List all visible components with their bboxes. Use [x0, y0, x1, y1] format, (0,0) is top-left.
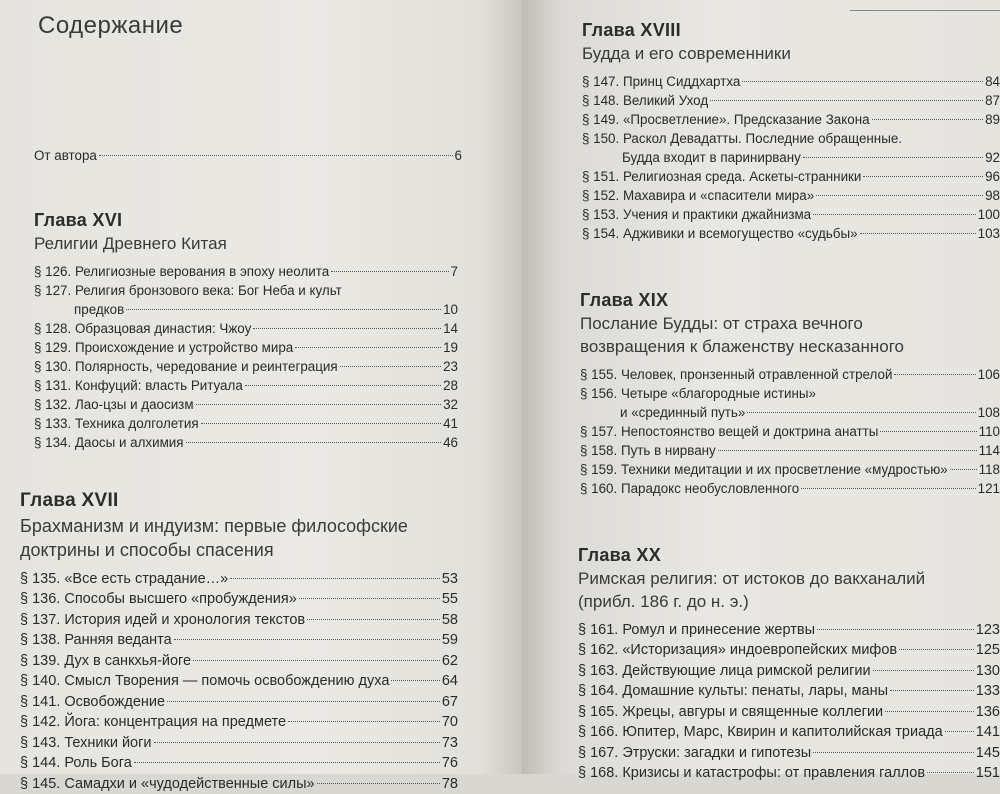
toc-entry[interactable]	[20, 630, 458, 651]
chapter-heading: Глава XX	[578, 545, 662, 565]
entry-label: § 148. Великий Уход	[582, 92, 709, 108]
entry-label: § 136. Способы высшего «пробуждения»	[20, 591, 297, 608]
entry-label: § 166. Юпитер, Марс, Квирин и капитолийская триада	[578, 724, 943, 741]
leader-dots	[126, 309, 441, 310]
toc-entry[interactable]	[20, 671, 458, 692]
entry-label: § 155. Человек, пронзенный отравленной стрелой	[580, 366, 893, 382]
entry-page: 130	[975, 662, 1000, 679]
entry-page: 73	[441, 734, 458, 751]
leader-dots	[288, 721, 440, 722]
toc-entry[interactable]	[582, 129, 1000, 148]
leader-dots	[863, 176, 983, 177]
toc-entry[interactable]	[20, 774, 458, 794]
toc-entry[interactable]	[580, 422, 1000, 441]
entry-label: § 149. «Просветление». Предсказание Закона	[582, 111, 870, 127]
leader-dots	[154, 742, 440, 743]
entry-label: § 130. Полярность, чередование и реинтеграция	[34, 358, 338, 374]
entry-page: 10	[443, 301, 458, 317]
toc-entry[interactable]	[34, 300, 458, 319]
top-rule	[850, 10, 1000, 11]
chapter-17-entries	[20, 569, 458, 794]
entry-label: § 154. Адживики и всемогущество «судьбы»	[582, 225, 858, 241]
entry-label: Будда входит в паринирвану	[622, 149, 801, 165]
entry-label: § 137. История идей и хронология текстов	[20, 611, 306, 628]
entry-label: § 139. Дух в санкхья-йоге	[20, 652, 192, 669]
leader-dots	[880, 431, 976, 432]
entry-page: 7	[450, 263, 458, 279]
toc-entry[interactable]	[582, 224, 1000, 243]
entry-page: 141	[975, 724, 1000, 741]
entry-label: § 131. Конфуций: власть Ритуала	[34, 377, 243, 393]
chapter-heading: Глава XIX	[580, 290, 669, 310]
leader-dots	[134, 762, 440, 763]
leader-dots	[331, 271, 448, 272]
entry-page: 70	[441, 714, 458, 731]
entry-label: § 145. Самадхи и «чудодейственные силы»	[20, 775, 315, 792]
leader-dots	[167, 701, 440, 702]
toc-entry[interactable]	[582, 72, 1000, 91]
leader-dots	[317, 783, 440, 784]
chapter-19-section	[580, 290, 1000, 498]
entry-label: § 157. Непостоянство вещей и доктрина анатты	[580, 423, 879, 439]
right-page	[522, 0, 1000, 782]
leader-dots	[817, 629, 974, 630]
chapter-subtitle: Брахманизм и индуизм: первые философские доктрины и способы спасения	[20, 516, 408, 561]
toc-entry[interactable]	[580, 384, 1000, 403]
entry-page: 145	[975, 744, 1000, 761]
toc-entry[interactable]	[580, 441, 1000, 460]
chapter-heading: Глава XVII	[20, 490, 119, 511]
leader-dots	[945, 731, 974, 732]
toc-entry[interactable]	[34, 433, 458, 452]
entry-label: § 140. Смысл Творения — помочь освобождению духа	[20, 673, 390, 690]
leader-dots	[801, 488, 975, 489]
toc-entry[interactable]	[34, 357, 458, 376]
entry-page: 110	[978, 423, 1000, 439]
toc-entry[interactable]	[34, 376, 458, 395]
leader-dots	[299, 598, 440, 599]
leader-dots	[230, 578, 440, 579]
entry-page: 100	[977, 206, 1000, 222]
entry-label: § 156. Четыре «благородные истины»	[580, 385, 816, 401]
leader-dots	[860, 233, 976, 234]
toc-entry[interactable]	[580, 403, 1000, 422]
entry-label: § 142. Йога: концентрация на предмете	[20, 714, 287, 731]
leader-dots	[803, 157, 983, 158]
entry-label: § 161. Ромул и принесение жертвы	[578, 621, 815, 638]
toc-entry[interactable]	[580, 460, 1000, 479]
toc-entry[interactable]	[20, 753, 458, 774]
toc-entry[interactable]	[20, 733, 458, 754]
entry-label: § 151. Религиозная среда. Аскеты-странники	[582, 168, 862, 184]
entry-label: § 153. Учения и практики джайнизма	[582, 206, 812, 222]
entry-label: § 138. Ранняя веданта	[20, 632, 172, 649]
leader-dots	[245, 385, 441, 386]
leader-dots	[890, 690, 974, 691]
leader-dots	[99, 155, 453, 156]
entry-page: 89	[985, 111, 1000, 127]
chapter-16-section	[34, 210, 458, 452]
entry-label: § 141. Освобождение	[20, 693, 166, 710]
leader-dots	[885, 711, 974, 712]
toc-entry[interactable]	[578, 722, 1000, 743]
toc-entry[interactable]	[34, 319, 458, 338]
chapter-20-section	[578, 545, 1000, 784]
entry-page: 98	[985, 187, 1000, 203]
chapter-subtitle: Будда и его современники	[582, 44, 791, 63]
toc-entry[interactable]	[34, 262, 458, 281]
leader-dots	[253, 328, 441, 329]
entry-page: 55	[441, 591, 458, 608]
leader-dots	[927, 772, 974, 773]
toc-entry[interactable]	[20, 712, 458, 733]
toc-entry[interactable]	[582, 167, 1000, 186]
entry-page: 46	[443, 434, 458, 450]
chapter-16-entries	[34, 262, 458, 452]
entry-page: 32	[443, 396, 458, 412]
entry-label: предков	[74, 301, 125, 317]
entry-label: § 167. Этруски: загадки и гипотезы	[578, 744, 812, 761]
entry-page: 14	[443, 320, 458, 336]
entry-page: 59	[441, 632, 458, 649]
entry-label: § 129. Происхождение и устройство мира	[34, 339, 294, 355]
toc-entry-intro[interactable]	[34, 146, 462, 165]
entry-page: 76	[441, 755, 458, 772]
toc-entry[interactable]	[578, 661, 1000, 682]
toc-entry[interactable]	[578, 743, 1000, 764]
leader-dots	[816, 195, 983, 196]
entry-page: 92	[985, 149, 1000, 165]
entry-page: 114	[978, 442, 1000, 458]
entry-label: § 126. Религиозные верования в эпоху неолита	[34, 263, 330, 279]
leader-dots	[295, 347, 441, 348]
chapter-heading: Глава XVIII	[582, 20, 681, 40]
entry-page: 108	[977, 404, 1000, 420]
chapter-19-entries	[580, 365, 1000, 498]
toc-entry[interactable]	[578, 763, 1000, 784]
leader-dots	[196, 404, 442, 405]
entry-label: § 163. Действующие лица римской религии	[578, 662, 871, 679]
entry-page: 103	[977, 225, 1000, 241]
entry-page: 151	[975, 765, 1000, 782]
leader-dots	[186, 442, 442, 443]
chapter-subtitle: Послание Будды: от страха вечного возвращения к блаженству несказанного	[580, 314, 904, 356]
entry-label: § 150. Раскол Девадатты. Последние обращенные.	[582, 130, 902, 146]
entry-page: 136	[975, 703, 1000, 720]
entry-page: 118	[978, 461, 1000, 477]
toc-entry[interactable]	[578, 640, 1000, 661]
toc-entry[interactable]	[580, 365, 1000, 384]
entry-label: § 132. Лао-цзы и даосизм	[34, 396, 194, 412]
entry-page: 78	[441, 775, 458, 792]
entry-label: § 165. Жрецы, авгуры и священные коллегии	[578, 703, 884, 720]
leader-dots	[718, 450, 977, 451]
entry-label: § 135. «Все есть страдание…»	[20, 570, 229, 587]
toc-entry[interactable]	[20, 569, 458, 590]
entry-page: 133	[975, 683, 1000, 700]
leader-dots	[742, 81, 983, 82]
leader-dots	[710, 100, 983, 101]
entry-page: 84	[985, 73, 1000, 89]
entry-label: § 143. Техники йоги	[20, 734, 152, 751]
entry-label: § 128. Образцовая династия: Чжоу	[34, 320, 252, 336]
leader-dots	[813, 214, 976, 215]
chapter-heading: Глава XVI	[34, 210, 123, 230]
toc-title: Содержание	[38, 12, 184, 39]
entry-page: 67	[441, 693, 458, 710]
entry-label: и «срединный путь»	[620, 404, 746, 420]
entry-label: § 158. Путь в нирвану	[580, 442, 716, 458]
entry-page: 121	[977, 480, 1000, 496]
chapter-18-entries	[582, 72, 1000, 243]
entry-label: § 134. Даосы и алхимия	[34, 434, 184, 450]
entry-page: 41	[443, 415, 458, 431]
entry-label: § 133. Техника долголетия	[34, 415, 199, 431]
chapter-17-section	[20, 490, 458, 794]
toc-entry[interactable]	[578, 681, 1000, 702]
leader-dots	[950, 469, 977, 470]
entry-page: 106	[977, 366, 1000, 382]
entry-page: 62	[441, 652, 458, 669]
entry-label: § 168. Кризисы и катастрофы: от правления галлов	[578, 765, 926, 782]
chapter-subtitle: Римская религия: от истоков до вакханалий (прибл. 186 г. до н. э.)	[578, 569, 926, 611]
leader-dots	[201, 423, 441, 424]
toc-entry[interactable]	[582, 205, 1000, 224]
toc-entry[interactable]	[582, 91, 1000, 110]
entry-page: 19	[443, 339, 458, 355]
toc-entry[interactable]	[578, 702, 1000, 723]
chapter-20-entries	[578, 620, 1000, 784]
entry-label: § 160. Парадокс необусловленного	[580, 480, 800, 496]
entry-label: § 162. «Историзация» индоевропейских мифов	[578, 642, 898, 659]
entry-page: 23	[443, 358, 458, 374]
entry-page: 96	[985, 168, 1000, 184]
entry-page: 87	[985, 92, 1000, 108]
leader-dots	[873, 670, 974, 671]
toc-entry[interactable]	[582, 110, 1000, 129]
entry-label: § 152. Махавира и «спасители мира»	[582, 187, 815, 203]
entry-page: 58	[441, 611, 458, 628]
toc-entry[interactable]	[20, 610, 458, 631]
leader-dots	[174, 639, 440, 640]
entry-page: 125	[975, 642, 1000, 659]
entry-label: § 147. Принц Сиддхартха	[582, 73, 741, 89]
leader-dots	[391, 680, 439, 681]
entry-label: § 144. Роль Бога	[20, 755, 132, 772]
toc-entry[interactable]	[34, 338, 458, 357]
toc-entry[interactable]	[20, 651, 458, 672]
toc-entry[interactable]	[34, 414, 458, 433]
leader-dots	[193, 660, 440, 661]
toc-entry[interactable]	[582, 148, 1000, 167]
chapter-subtitle: Религии Древнего Китая	[34, 234, 227, 253]
entry-page: 6	[454, 148, 462, 163]
entry-label: § 127. Религия бронзового века: Бог Неба и культ	[34, 282, 342, 298]
leader-dots	[872, 119, 984, 120]
toc-entry[interactable]	[580, 479, 1000, 498]
toc-entry[interactable]	[20, 589, 458, 610]
entry-label: От автора	[34, 148, 97, 163]
leader-dots	[307, 619, 440, 620]
leader-dots	[340, 366, 441, 367]
entry-label: § 159. Техники медитации и их просветление «мудростью»	[580, 461, 948, 477]
toc-entry[interactable]	[34, 281, 458, 300]
leader-dots	[894, 374, 975, 375]
leader-dots	[747, 412, 975, 413]
toc-entry[interactable]	[20, 692, 458, 713]
entry-page: 123	[975, 621, 1000, 638]
entry-page: 28	[443, 377, 458, 393]
leader-dots	[899, 649, 974, 650]
intro-entry-section	[34, 146, 462, 165]
entry-page: 53	[441, 570, 458, 587]
toc-entry[interactable]	[578, 620, 1000, 641]
entry-page: 64	[441, 673, 458, 690]
toc-entry[interactable]	[34, 395, 458, 414]
chapter-18-section	[582, 20, 1000, 243]
toc-entry[interactable]	[582, 186, 1000, 205]
leader-dots	[813, 752, 974, 753]
entry-label: § 164. Домашние культы: пенаты, лары, маны	[578, 683, 889, 700]
